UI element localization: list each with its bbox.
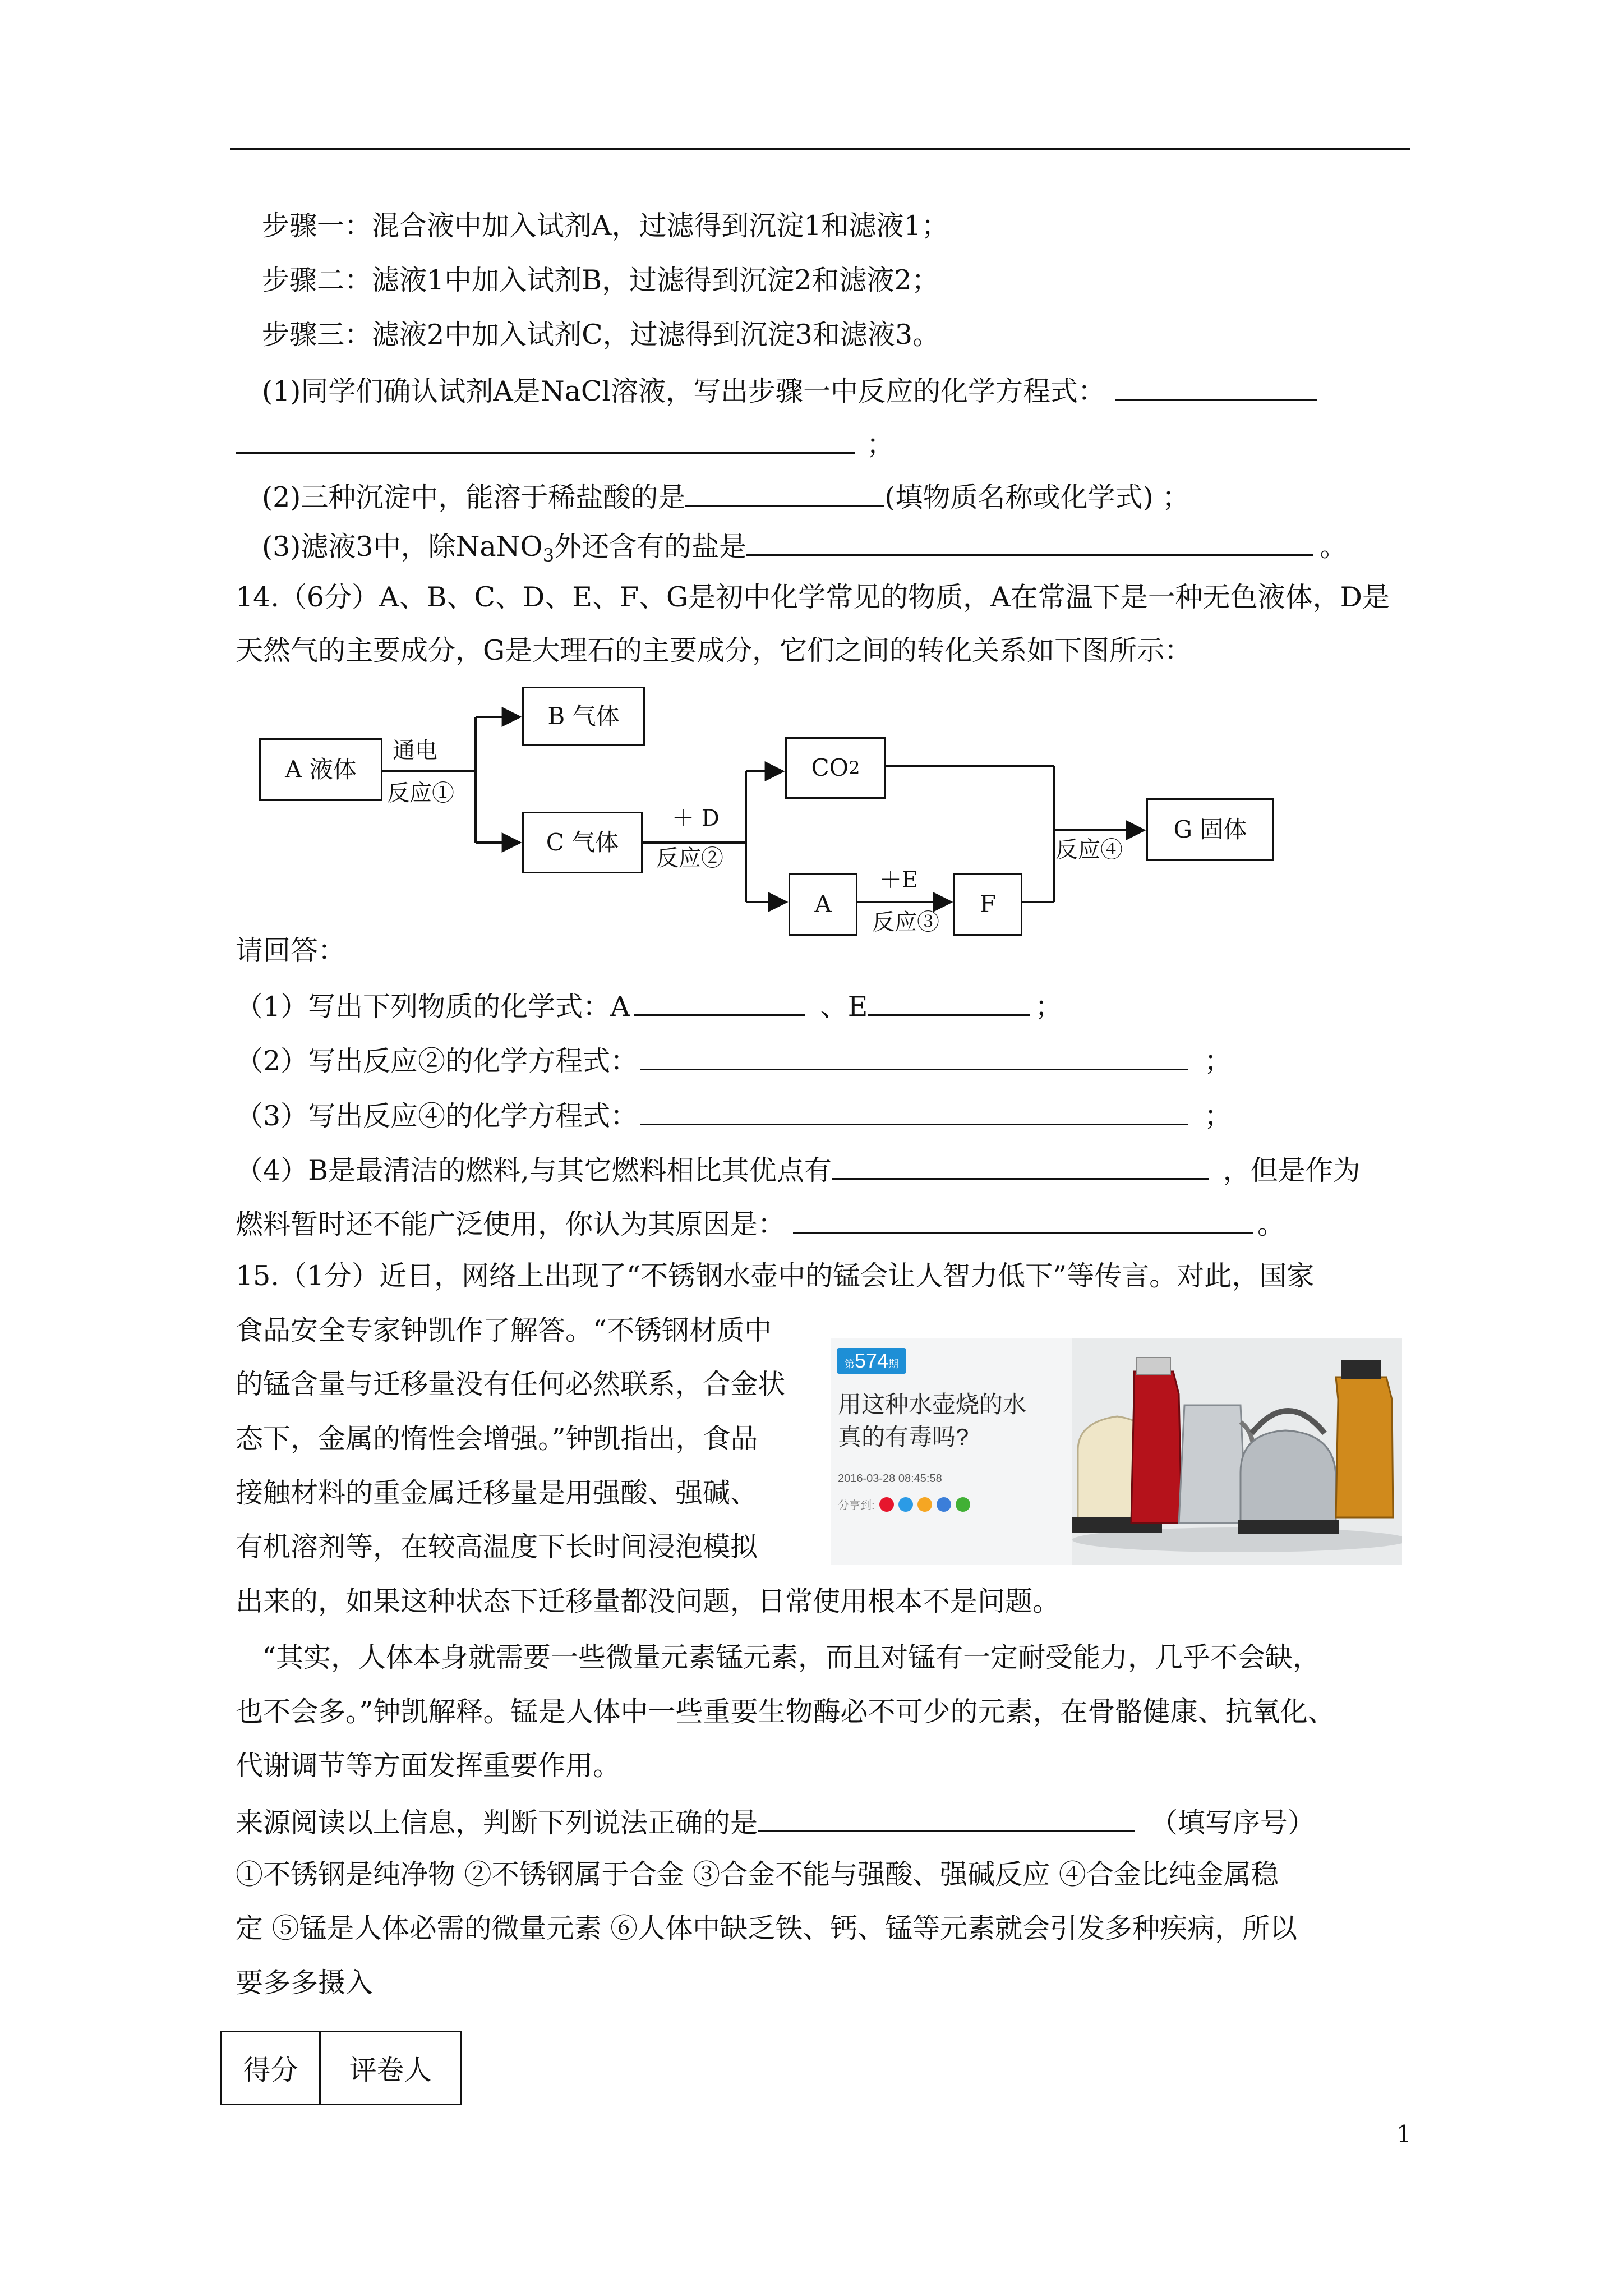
page-number: 1 <box>1396 2120 1412 2148</box>
q15-line-11-text: 来源阅读以上信息，判断下列说法正确的是 <box>236 1807 758 1839</box>
episode-suffix: 期 <box>888 1359 899 1370</box>
flow-label-reaction-4: 反应④ <box>1055 837 1123 863</box>
q14-answer-2 <box>236 1042 1232 1078</box>
episode-number: 574 <box>855 1349 889 1372</box>
score-table <box>220 2031 462 2105</box>
q15-options-3: 要多多摄入 <box>236 1967 374 1999</box>
q13-part1-end: ； <box>866 429 895 461</box>
q15-line-7: 出来的，如果这种状态下迁移量都没问题，日常使用根本不是问题。 <box>236 1585 1061 1617</box>
q14-line1: 14.（6分）A、B、C、D、E、F、G是初中化学常见的物质，A在常温下是一种无色液体，D是 <box>236 581 1390 613</box>
flow-box-g-solid: G 固体 <box>1146 798 1274 861</box>
q13-part2-end: (填物质名称或化学式) ； <box>884 481 1190 513</box>
score-cell: 得分 <box>222 2032 320 2105</box>
q13-part3-sub: 3 <box>542 545 555 566</box>
flow-box-f: F <box>953 873 1022 936</box>
q14-answer-4-text: （4）B是最清洁的燃料,与其它燃料相比其优点有 <box>236 1154 832 1186</box>
news-card <box>831 1338 1072 1565</box>
news-title <box>838 1388 1026 1453</box>
flow-box-c-gas: C 气体 <box>522 812 643 873</box>
renren-icon <box>937 1497 951 1512</box>
q15-line-11 <box>236 1803 1315 1840</box>
news-title-line-2: 真的有毒吗? <box>838 1424 969 1450</box>
q13-part3-text-b: 外还含有的盐是 <box>554 531 747 563</box>
flow-label-plus-d: ＋ D <box>672 806 720 831</box>
kettle-news-image <box>831 1338 1402 1565</box>
q15-line-4: 态下，金属的惰性会增强。”钟凯指出，食品 <box>236 1423 758 1455</box>
q14-answer-4-blank-a[interactable] <box>832 1151 1209 1180</box>
q14-answer-2-blank[interactable] <box>640 1042 1188 1070</box>
flow-label-reaction-2: 反应② <box>656 845 723 871</box>
q14-answer-3 <box>236 1097 1232 1133</box>
step-two: 步骤二：滤液1中加入试剂B，过滤得到沉淀2和滤液2； <box>262 264 939 296</box>
q15-line-8: “其实，人体本身就需要一些微量元素锰元素，而且对锰有一定耐受能力，几乎不会缺， <box>262 1641 1321 1673</box>
flow-label-reaction-3: 反应③ <box>872 909 939 935</box>
hudong-icon <box>956 1497 970 1512</box>
q14-answer-1-blank-e[interactable] <box>868 987 1030 1016</box>
step-one: 步骤一：混合液中加入试剂A，过滤得到沉淀1和滤液1； <box>262 210 949 242</box>
share-bar <box>838 1496 970 1512</box>
flow-label-plus-e: ＋E <box>879 867 919 893</box>
q15-options-2: 定 ⑤锰是人体必需的微量元素 ⑥人体中缺乏铁、钙、锰等元素就会引发多种疾病，所以 <box>236 1912 1298 1944</box>
q14-answer-4-text-c: 燃料暂时还不能广泛使用，你认为其原因是： <box>236 1208 786 1240</box>
share-label: 分享到: <box>838 1499 875 1512</box>
news-date: 2016-03-28 08:45:58 <box>838 1473 942 1485</box>
q15-line-1: 15.（1分）近日，网络上出现了“不锈钢水壶中的锰会让人智力低下”等传言。对此，国家 <box>236 1260 1315 1292</box>
kettles-illustration <box>1072 1338 1402 1565</box>
q13-part3-end: 。 <box>1320 531 1348 563</box>
q14-prompt: 请回答： <box>236 935 346 967</box>
grader-cell: 评卷人 <box>320 2032 461 2105</box>
q15-line-6: 有机溶剂等，在较高温度下长时间浸泡模拟 <box>236 1531 758 1563</box>
q14-answer-4-blank-b[interactable] <box>793 1205 1253 1234</box>
q14-answer-2-text: （2）写出反应②的化学方程式： <box>236 1045 638 1077</box>
flow-box-a-liquid: A 液体 <box>259 738 382 801</box>
q14-answer-4-cont <box>236 1205 1285 1241</box>
flow-label-power: 通电 <box>393 738 437 763</box>
step-three: 步骤三：滤液2中加入试剂C，过滤得到沉淀3和滤液3。 <box>262 319 940 351</box>
q15-line-10: 代谢调节等方面发挥重要作用。 <box>236 1750 621 1782</box>
q15-line-9: 也不会多。”钟凯解释。锰是人体中一些重要生物酶必不可少的元素，在骨骼健康、抗氧化、 <box>236 1696 1335 1728</box>
q14-answer-1-text: （1）写出下列物质的化学式：A <box>236 991 630 1023</box>
q14-answer-4-text-b: ，但是作为 <box>1223 1154 1361 1186</box>
q14-answer-2-end: ； <box>1204 1045 1232 1077</box>
q15-answer-blank[interactable] <box>758 1803 1135 1832</box>
q15-line-2: 食品安全专家钟凯作了解答。“不锈钢材质中 <box>236 1314 772 1346</box>
q14-answer-4 <box>236 1151 1361 1188</box>
favorite-star-icon <box>917 1497 932 1512</box>
q14-answer-3-blank[interactable] <box>640 1097 1188 1125</box>
flow-box-b-gas: B 气体 <box>522 687 645 746</box>
q14-line2: 天然气的主要成分，G是大理石的主要成分，它们之间的转化关系如下图所示： <box>236 634 1192 666</box>
flow-box-co2-text: CO <box>811 754 849 781</box>
q15-line-5: 接触材料的重金属迁移量是用强酸、强碱、 <box>236 1477 758 1509</box>
q14-answer-3-text: （3）写出反应④的化学方程式： <box>236 1100 638 1132</box>
q14-answer-3-end: ； <box>1204 1100 1232 1132</box>
q14-answer-1-end: ； <box>1035 991 1063 1023</box>
episode-badge <box>837 1348 906 1374</box>
qzone-icon <box>898 1497 913 1512</box>
episode-prefix: 第 <box>845 1359 855 1370</box>
q15-line-3: 的锰含量与迁移量没有任何必然联系，合金状 <box>236 1368 786 1400</box>
q13-part2-text: (2)三种沉淀中，能溶于稀盐酸的是 <box>262 481 686 513</box>
q14-answer-1-blank-a[interactable] <box>634 987 805 1016</box>
q13-part3-text: (3)滤液3中，除NaNO <box>262 531 543 563</box>
flow-label-reaction-1: 反应① <box>387 780 454 806</box>
flow-box-co2: CO 2 <box>785 737 886 799</box>
q15-line-11-end: （填写序号） <box>1150 1807 1316 1839</box>
q13-part1-text: (1)同学们确认试剂A是NaCl溶液，写出步骤一中反应的化学方程式： <box>262 375 1106 407</box>
q14-answer-4-end: 。 <box>1257 1208 1285 1240</box>
q14-answer-1-text-e: 、E <box>820 991 868 1023</box>
flow-box-a: A <box>789 873 857 936</box>
q14-answer-1 <box>236 987 1062 1024</box>
news-title-line-1: 用这种水壶烧的水 <box>838 1391 1027 1418</box>
q15-options-1: ①不锈钢是纯净物 ②不锈钢属于合金 ③合金不能与强酸、强碱反应 ④合金比纯金属稳 <box>236 1858 1279 1890</box>
weibo-icon <box>879 1497 894 1512</box>
